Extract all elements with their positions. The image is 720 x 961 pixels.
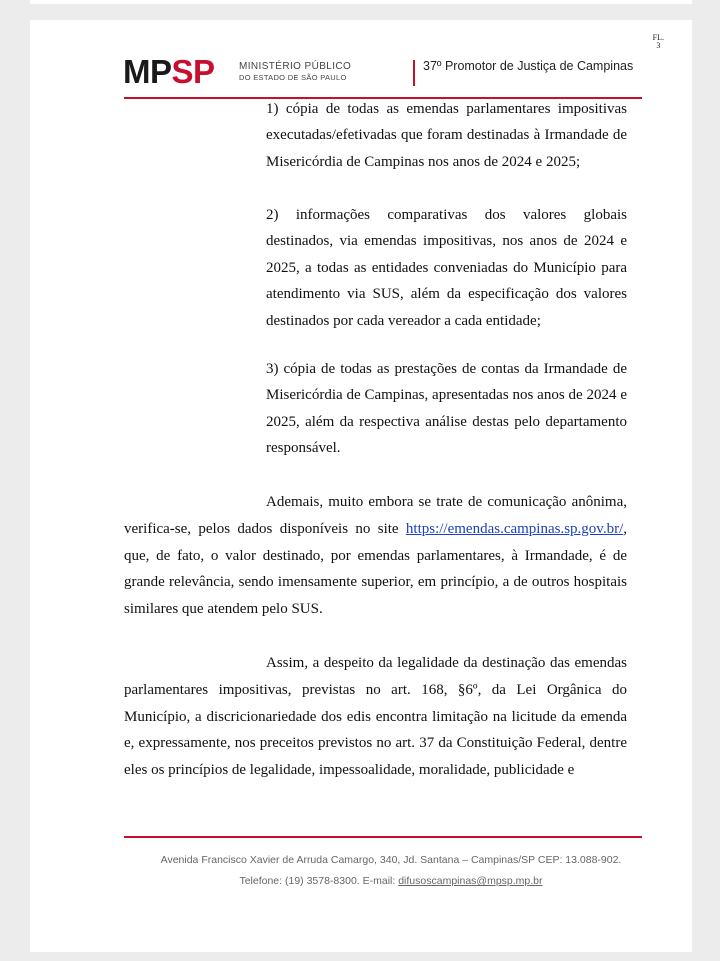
logo-sp: SP: [171, 53, 215, 90]
org-line1: MINISTÉRIO PÚBLICO: [239, 61, 352, 72]
paragraph-assim: Assim, a despeito da legalidade da destinação das emendas parlamentares impositivas, previstas no art. 168, §6º, da Lei Orgânica do Município, a discricionariedade dos edis encontra limitação na licitude da emenda e, expressamente, nos preceitos previstos no art. 37 da Constituição Federal, dentre eles os princípios de legalidade, impessoalidade, moralidade, publicidade e: [124, 655, 627, 779]
emendas-site-link[interactable]: https://emendas.campinas.sp.gov.br/: [405, 520, 624, 537]
footer-address: Avenida Francisco Xavier de Arruda Camargo, 340, Jd. Santana – Campinas/SP CEP: 13.088-902.: [160, 854, 622, 866]
request-item-2: 2) informações comparativas dos valores globais destinados, via emendas impositivas, nos anos de 2024 e 2025, a todas as entidades conveniadas do Município para atendimento via SUS, além da especificação dos valores destinados por cada vereador a cada entidade;: [266, 207, 627, 329]
document-page: [30, 20, 692, 952]
footer-contact: [90, 875, 692, 887]
footer-rule: [124, 836, 642, 838]
paragraph-ademais-end: , que, de fato, o valor destinado, por emendas parlamentares, à Irmandade, é de grande relevância, sendo imensamente superior, em princípio, a de outros hospitais similares que atendem pelo SUS.: [124, 520, 627, 618]
footer-email-link[interactable]: difusoscampinas@mpsp.mp.br: [398, 875, 543, 887]
previous-page-edge: [30, 0, 692, 4]
folio-number: 3: [656, 41, 661, 50]
promotor-title: 37º Promotor de Justiça de Campinas: [423, 59, 634, 73]
footer-phone: Telefone: (19) 3578-8300. E-mail:: [239, 875, 399, 887]
organization-name: [239, 62, 351, 83]
paragraph-ademais-start: Ademais, muito embora se trate de comunicação anônima, verifica-se, pelos dados disponíveis no site: [124, 494, 627, 537]
header-divider: [413, 60, 415, 86]
logo-mp: MP: [123, 53, 172, 90]
paragraph-ademais: [124, 489, 627, 623]
request-item-1: 1) cópia de todas as emendas parlamentares impositivas executadas/efetivadas que foram destinadas à Irmandade de Misericórdia de Campinas nos anos de 2024 e 2025;: [266, 101, 627, 170]
mpsp-logo: [123, 54, 215, 90]
request-item-3: 3) cópia de todas as prestações de contas da Irmandade de Misericórdia de Campinas, apresentadas nos anos de 2024 e 2025, além da respectiva análise destas pelo departamento responsável.: [266, 361, 627, 457]
folio-label: FL.: [652, 33, 664, 42]
org-line2: DO ESTADO DE SÃO PAULO: [239, 73, 347, 82]
folio-mark: [653, 34, 664, 50]
